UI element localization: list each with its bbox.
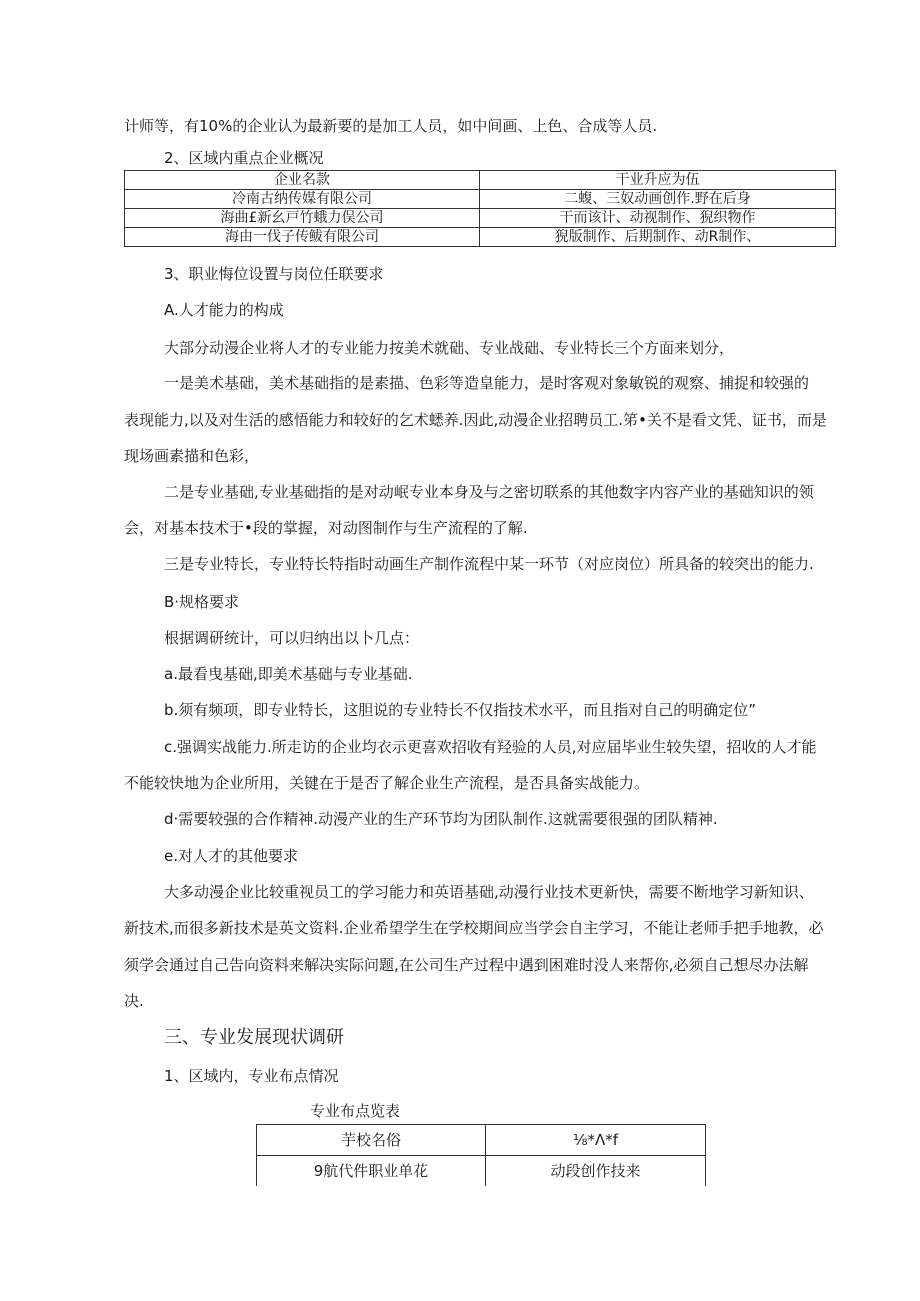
table-cell: 猊版制作、后期制作、动R制作、 bbox=[480, 228, 836, 247]
paragraph-a1: 大部分动漫企业将人才的专业能力按美术就础、专业战础、专业特长三个方面来划分， bbox=[164, 339, 735, 357]
item-d: d·需要较强的合作精神.动漫产业的生产环节均为团队制作.这就需要很强的团队精神. bbox=[164, 810, 718, 828]
item-c-line: 不能较快地为企业所用，关键在于是否了解企业生产流程，是否具备实战能力。 bbox=[124, 774, 650, 792]
table-cell: 干而该计、动视制作、猊织物作 bbox=[480, 209, 836, 228]
table-header-cell: 干业升应为伍 bbox=[480, 171, 836, 190]
paragraph-e1-line: 新技术,而很多新技术是英文资料.企业希望学生在学校期间应当学会自主学习，不能让老师手把手地教，必 bbox=[124, 919, 824, 937]
chapter-heading-3: 三、专业发展现状调研 bbox=[164, 1027, 344, 1048]
table-row bbox=[125, 209, 836, 228]
section-heading-3: 3、职业悔位设置与岗位任联要求 bbox=[164, 265, 384, 283]
paragraph-b1: 根据调研统计，可以归纳出以卜几点： bbox=[164, 629, 420, 647]
subheading-b: B·规格要求 bbox=[164, 593, 240, 611]
table-header-row bbox=[257, 1125, 706, 1156]
table-cell: 海曲£新幺戸竹蛾力俣公司 bbox=[125, 209, 480, 228]
program-table bbox=[256, 1124, 706, 1186]
item-c-line: c.强调实战能力.所走访的企业均衣示更喜欢招收有羟验的人员,对应届毕业生较失望，招收的人才能 bbox=[164, 738, 817, 756]
table-cell: 动段创作技来 bbox=[486, 1156, 706, 1187]
table-cell: 海由一伐子传鲅有限公司 bbox=[125, 228, 480, 247]
paragraph-e1-line: 决. bbox=[124, 992, 144, 1010]
table-header-row bbox=[125, 171, 836, 190]
section-heading-3-1: 1、区域内，专业布点情况 bbox=[164, 1067, 339, 1085]
table-cell: 9航代件职业单花 bbox=[257, 1156, 486, 1187]
paragraph-a4: 三是专业特长，专业特长特指时动画生产制作流程中某一环节（对应岗位）所具备的较突出的能力. bbox=[164, 555, 814, 573]
paragraph-a2-line: 现场画素描和色彩， bbox=[124, 447, 260, 465]
paragraph-intro: 计师等，有10%的企业认为最新要的是加工人员，如中间画、上色、合成等人员. bbox=[124, 117, 658, 135]
item-a: a.最看曳基础,即美术基础与专业基础. bbox=[164, 665, 413, 683]
table-row bbox=[257, 1156, 706, 1187]
table-caption: 专业布点览表 bbox=[310, 1102, 401, 1120]
table-row bbox=[125, 190, 836, 209]
paragraph-e1-line: 大多动漫企业比较重视员工的学习能力和英语基础,动漫行业技术更新快，需要不断地学习新知识、 bbox=[164, 883, 814, 901]
table-header-cell: ⅛*Λ*f bbox=[486, 1125, 706, 1156]
paragraph-a2-line: 表现能力,以及对生活的感悟能力和较好的乞术蟋养.因此,动漫企业招聘员工.笫•关不是看文凭、证书，而是 bbox=[124, 411, 827, 429]
table-header-cell: 企业名款 bbox=[125, 171, 480, 190]
subheading-a: A.人才能力的构成 bbox=[164, 301, 284, 319]
table-row bbox=[125, 228, 836, 247]
item-b: b.须有频项，即专业特长，这胆说的专业特长不仅指技术水平，而且指对自己的明确定位” bbox=[164, 701, 757, 719]
paragraph-e1-line: 须学会通过自己告向资料来解决实际问题,在公司生产过程中遇到困难时没人来帮你,必须自己想尽办法解 bbox=[124, 956, 809, 974]
enterprise-table bbox=[124, 170, 836, 247]
paragraph-a2-line: 一是美术基础，美术基础指的是素描、色彩等造皇能力，是时客观对象敏锐的观察、捕捉和较强的 bbox=[164, 374, 810, 392]
section-heading-2: 2、区域内重点企业概况 bbox=[164, 149, 324, 167]
paragraph-a3-line: 二是专业基础,专业基础指的是对动岷专业本身及与之密切联系的其他数字内容产业的基础知识的领 bbox=[164, 483, 814, 501]
table-header-cell: 芋校名俗 bbox=[257, 1125, 486, 1156]
paragraph-a3-line: 会，对基本技术于•段的掌握，对动图制作与生产流程的了解. bbox=[124, 519, 528, 537]
item-e: e.对人才的其他要求 bbox=[164, 847, 298, 865]
table-cell: 冷南古纳传媒有限公司 bbox=[125, 190, 480, 209]
table-cell: 二蝮、三奴动画创作.野在后身 bbox=[480, 190, 836, 209]
